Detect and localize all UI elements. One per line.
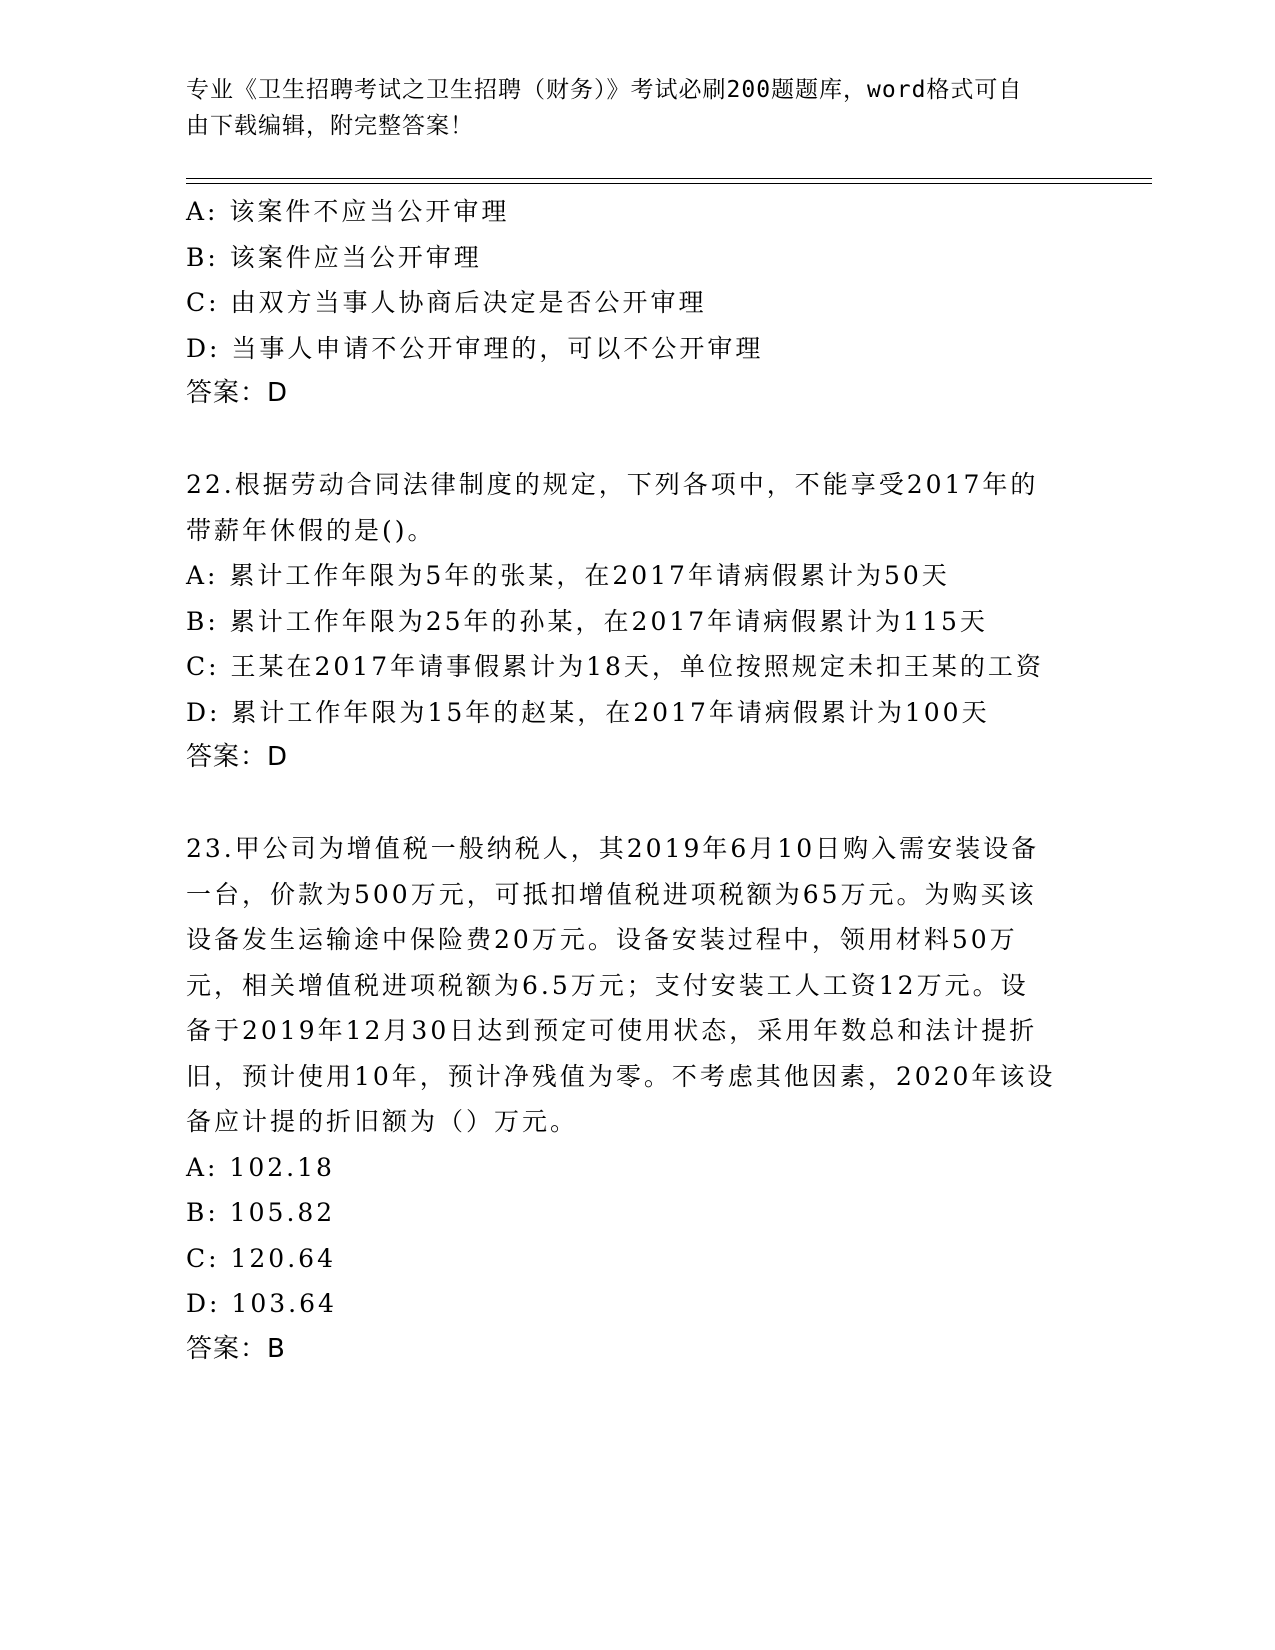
- header-divider-bottom: [186, 183, 1152, 184]
- option-b: B: 105.82: [186, 1198, 336, 1227]
- option-a: A: 该案件不应当公开审理: [186, 197, 510, 226]
- option-b: B: 该案件应当公开审理: [186, 242, 482, 272]
- question-stem-line: 设备发生运输途中保险费20万元。设备安装过程中，领用材料50万: [186, 925, 1018, 954]
- question-21: [186, 189, 1086, 417]
- header-divider-top: [186, 178, 1152, 179]
- question-stem-line: 旧，预计使用10年，预计净残值为零。不考虑其他因素，2020年该设: [186, 1061, 1056, 1091]
- answer: 答案：B: [186, 1333, 286, 1364]
- question-stem-line: 22.根据劳动合同法律制度的规定，下列各项中，不能享受2017年的: [186, 470, 1039, 499]
- answer: 答案：D: [186, 378, 289, 408]
- option-a: A: 102.18: [186, 1152, 335, 1182]
- option-d: D: 累计工作年限为15年的赵某，在2017年请病假累计为100天: [186, 697, 990, 727]
- header-line-2: 由下载编辑，附完整答案！: [186, 113, 474, 139]
- question-stem-line: 带薪年休假的是()。: [186, 515, 436, 545]
- question-23: [186, 826, 1086, 1372]
- spacer: [186, 781, 1086, 827]
- option-d: D: 当事人申请不公开审理的，可以不公开审理: [186, 333, 764, 363]
- header-line-1: 专业《卫生招聘考试之卫生招聘（财务）》考试必刷200题题库，word格式可自: [186, 77, 1023, 103]
- answer: 答案：D: [186, 742, 289, 772]
- option-d: D: 103.64: [186, 1289, 337, 1318]
- option-c: C: 王某在2017年请事假累计为18天，单位按照规定未扣王某的工资: [186, 652, 1044, 681]
- option-c: C: 120.64: [186, 1243, 336, 1273]
- question-stem-line: 备应计提的折旧额为（）万元。: [186, 1107, 579, 1136]
- question-stem-line: 备于2019年12月30日达到预定可使用状态，采用年数总和法计提折: [186, 1016, 1038, 1045]
- question-stem-line: 一台，价款为500万元，可抵扣增值税进项税额为65万元。为购买该: [186, 879, 1037, 909]
- question-stem-line: 元，相关增值税进项税额为6.5万元；支付安装工人工资12万元。设: [186, 970, 1029, 1000]
- spacer: [186, 417, 1086, 463]
- option-b: B: 累计工作年限为25年的孙某，在2017年请病假累计为115天: [186, 606, 988, 636]
- question-22: [186, 462, 1086, 781]
- option-c: C: 由双方当事人协商后决定是否公开审理: [186, 288, 707, 317]
- document-header: [186, 72, 1086, 144]
- option-a: A: 累计工作年限为5年的张某，在2017年请病假累计为50天: [186, 561, 950, 590]
- question-content: [186, 189, 1086, 1372]
- question-stem-line: 23.甲公司为增值税一般纳税人，其2019年6月10日购入需安装设备: [186, 834, 1040, 863]
